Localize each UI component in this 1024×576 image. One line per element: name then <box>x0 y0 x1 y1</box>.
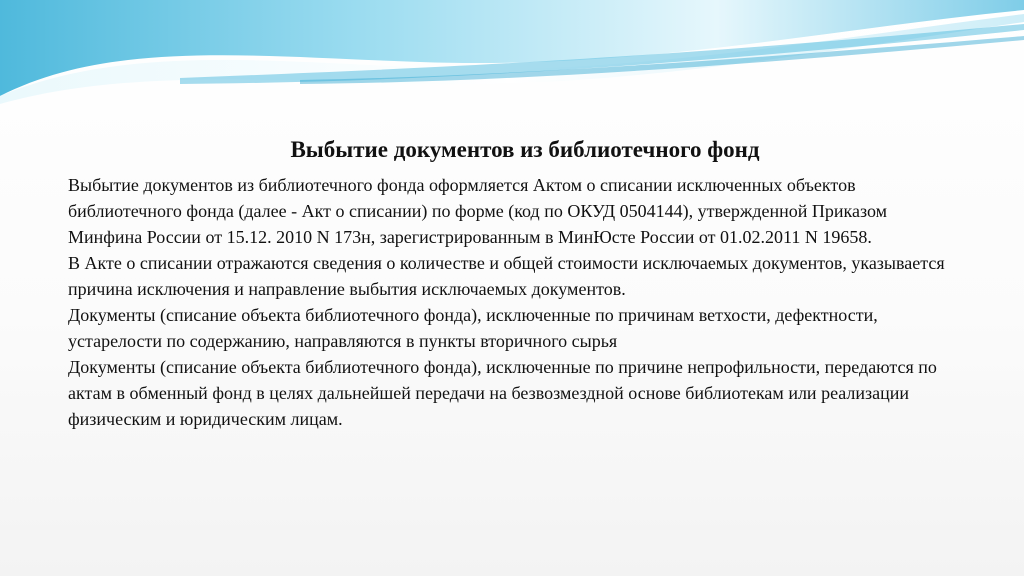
paragraph-act-of-writeoff: Выбытие документов из библиотечного фонда оформляется Актом о списании исключенных объектов библиотечного фонда (далее - Акт о списании) по форме (код по ОКУД 0504144), утвержденной Приказом Минфина России от 15.12. 2010 N 173н, зарегистрированным в МинЮсте России от 01.02.2011 N 19658. <box>68 175 888 247</box>
paragraph-act-contents: В Акте о списании отражаются сведения о количестве и общей стоимости исключаемых документов, указывается причина исключения и направление выбытия исключаемых документов. <box>68 253 945 299</box>
paragraph-exchange-fund: Документы (списание объекта библиотечного фонда), исключенные по причине непрофильности, передаются по актам в обменный фонд в целях дальнейшей передачи на безвозмездной основе библиотекам или реализации физическим и юридическим лицам. <box>68 357 937 429</box>
decorative-wave-header <box>0 0 1024 120</box>
slide-title: Выбытие документов из библиотечного фонд <box>290 137 760 162</box>
slide-body <box>68 172 948 432</box>
paragraph-secondary-raw-materials: Документы (списание объекта библиотечного фонда), исключенные по причинам ветхости, дефектности, устарелости по содержанию, направляются в пункты вторичного сырья <box>68 305 878 351</box>
